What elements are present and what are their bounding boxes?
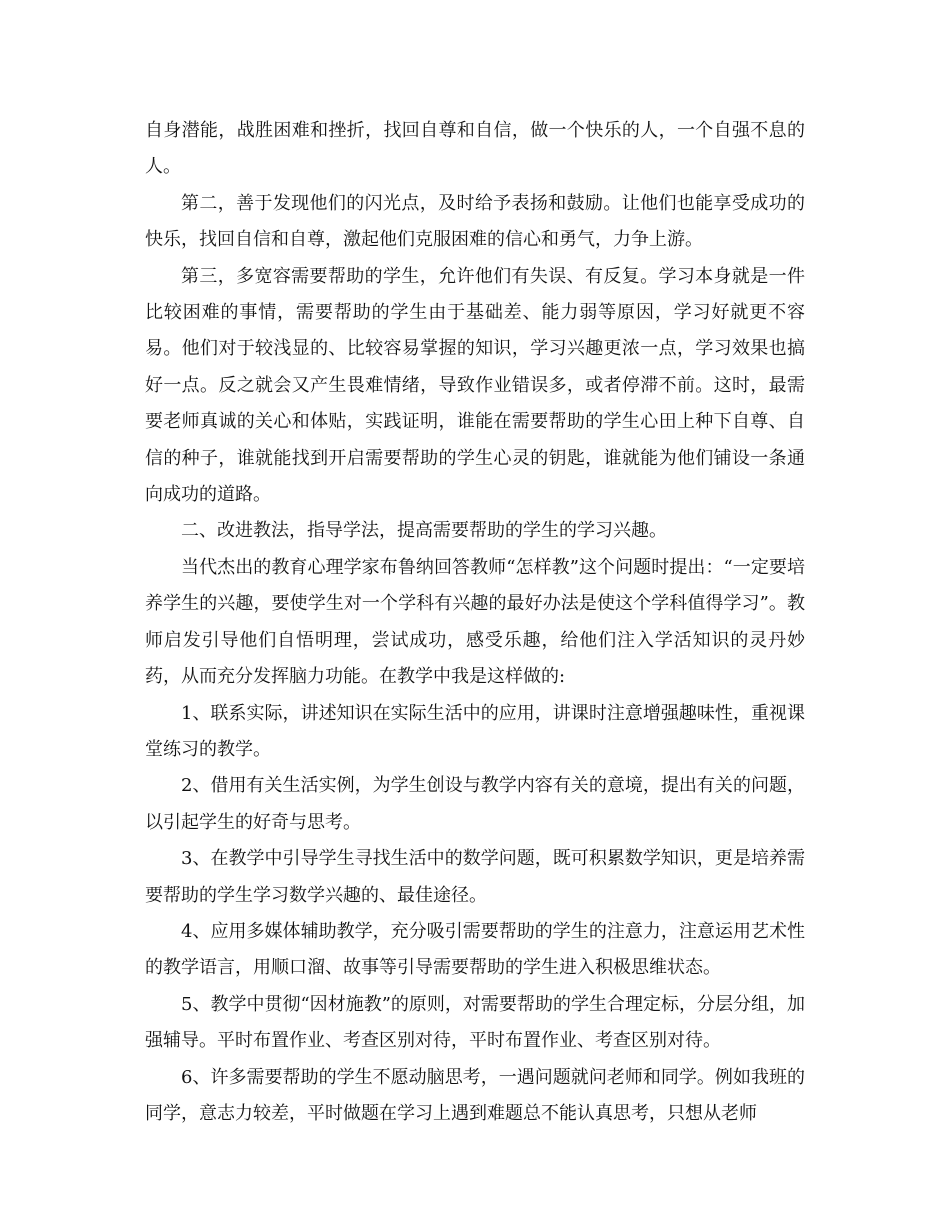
list-item-5: 5、教学中贯彻“因材施教”的原则，对需要帮助的学生合理定标，分层分组，加强辅导。平时布置作业、考查区别对待，平时布置作业、考查区别对待。 (145, 993, 805, 1052)
paragraph-2: 第二，善于发现他们的闪光点，及时给予表扬和鼓励。让他们也能享受成功的快乐，找回自信和自尊，激起他们克服困难的信心和勇气，力争上游。 (145, 192, 805, 251)
section-heading: 二、改进教法，指导学法，提高需要帮助的学生的学习兴趣。 (181, 520, 667, 542)
document-body (145, 113, 805, 1132)
list-item-2: 2、借用有关生活实例，为学生创设与教学内容有关的意境，提出有关的问题，以引起学生的好奇与思考。 (145, 775, 805, 833)
list-item-6: 6、许多需要帮助的学生不愿动脑思考，一遇问题就问老师和同学。例如我班的 同学，意志力较差，平时做题在学习上遇到难题总不能认真思考，只想从老师 (145, 1066, 805, 1124)
list-item-1: 1、联系实际，讲述知识在实际生活中的应用，讲课时注意增强趣味性，重视课堂练习的教学。 (145, 702, 805, 760)
paragraph-5: 当代杰出的教育心理学家布鲁纳回答教师“怎样教”这个问题时提出：“一定要培养学生的兴趣，要使学生对一个学科有兴趣的最好办法是使这个学科值得学习”。教师启发引导他们自悟明理，尝试成功，感受乐趣，给他们注入学活知识的灵丹妙药，从而充分发挥脑力功能。在教学中我是这样做的: (145, 556, 805, 688)
paragraph-3: 第三，多宽容需要帮助的学生，允许他们有失误、有反复。学习本身就是一件比较困难的事情，需要帮助的学生由于基础差、能力弱等原因，学习好就更不容易。他们对于较浅显的、比较容易掌握的知识，学习兴趣更浓一点，学习效果也搞好一点。反之就会又产生畏难情绪，导致作业错误多，或者停滞不前。这时，最需要老师真诚的关心和体贴，实践证明，谁能在需要帮助的学生心田上种下自尊、自信的种子，谁就能找到开启需要帮助的学生心灵的钥匙，谁就能为他们铺设一条通向成功的道路。 (145, 265, 805, 506)
list-item-4: 4、应用多媒体辅助教学，充分吸引需要帮助的学生的注意力，注意运用艺术性的教学语言，用顺口溜、故事等引导需要帮助的学生进入积极思维状态。 (145, 920, 805, 979)
paragraph-1: 自身潜能，战胜困难和挫折，找回自尊和自信，做一个快乐的人，一个自强不息的人。 (145, 120, 805, 178)
list-item-3: 3、在教学中引导学生寻找生活中的数学问题，既可积累数学知识，更是培养需要帮助的学生学习数学兴趣的、最佳途径。 (145, 848, 805, 906)
